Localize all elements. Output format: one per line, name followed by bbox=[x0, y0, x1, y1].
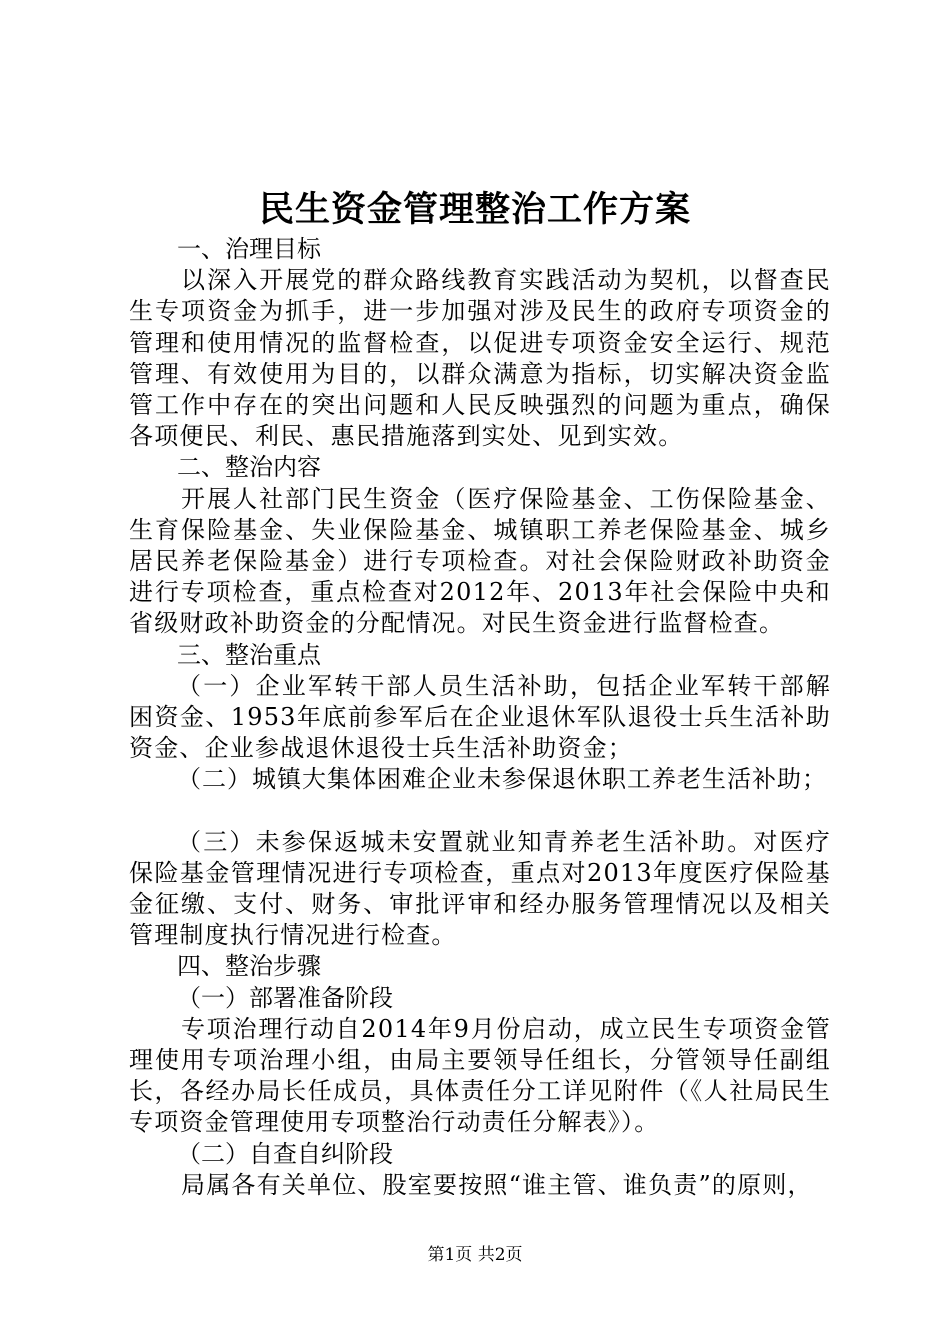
step-heading-selfcheck: （二）自查自纠阶段 bbox=[177, 1139, 393, 1168]
paragraph-selfcheck: 局属各有关单位、股室要按照“谁主管、谁负责”的原则， bbox=[181, 1170, 813, 1199]
section-heading-focus: 三、整治重点 bbox=[177, 640, 321, 669]
document-title: 民生资金管理整治工作方案 bbox=[258, 189, 691, 230]
page-footer: 第1页 共2页 bbox=[427, 1245, 523, 1265]
document-body bbox=[129, 234, 831, 1201]
section-heading-steps: 四、整治步骤 bbox=[177, 952, 321, 981]
section-heading-goal: 一、治理目标 bbox=[177, 235, 321, 263]
focus-item-2: （二）城镇大集体困难企业未参保退休职工养老生活补助； bbox=[177, 765, 827, 794]
paragraph-content: 开展人社部门民生资金（医疗保险基金、工伤保险基金、生育保险基金、失业保险基金、城镇职工养老保险基金、城乡居民养老保险基金）进行专项检查。对社会保险财政补助资金进行专项检查，重点检查对2012年、2013年社会保险中央和省级财政补助资金的分配情况。对民生资金进行监督检查。 bbox=[129, 484, 831, 638]
section-heading-content: 二、整治内容 bbox=[177, 453, 321, 482]
paragraph-prepare: 专项治理行动自2014年9月份启动，成立民生专项资金管理使用专项治理小组，由局主要领导任组长，分管领导任副组长，各经办局长任成员，具体责任分工详见附件（《人社局民生专项资金管理使用专项整治行动责任分解表》）。 bbox=[129, 1014, 831, 1137]
focus-item-3: （三）未参保返城未安置就业知青养老生活补助。对医疗保险基金管理情况进行专项检查，重点对2013年度医疗保险基金征缴、支付、财务、审批评审和经办服务管理情况以及相关管理制度执行情况进行检查。 bbox=[129, 827, 831, 950]
blank-line bbox=[129, 796, 831, 827]
paragraph-goal: 以深入开展党的群众路线教育实践活动为契机，以督查民生专项资金为抓手，进一步加强对涉及民生的政府专项资金的管理和使用情况的监督检查，以促进专项资金安全运行、规范管理、有效使用为目的，以群众满意为指标，切实解决资金监管工作中存在的突出问题和人民反映强烈的问题为重点，确保各项便民、利民、惠民措施落到实处、见到实效。 bbox=[129, 266, 831, 451]
focus-item-1: （一）企业军转干部人员生活补助，包括企业军转干部解困资金、1953年底前参军后在企业退休军队退役士兵生活补助资金、企业参战退休退役士兵生活补助资金； bbox=[129, 671, 831, 763]
step-heading-prepare: （一）部署准备阶段 bbox=[177, 983, 393, 1012]
